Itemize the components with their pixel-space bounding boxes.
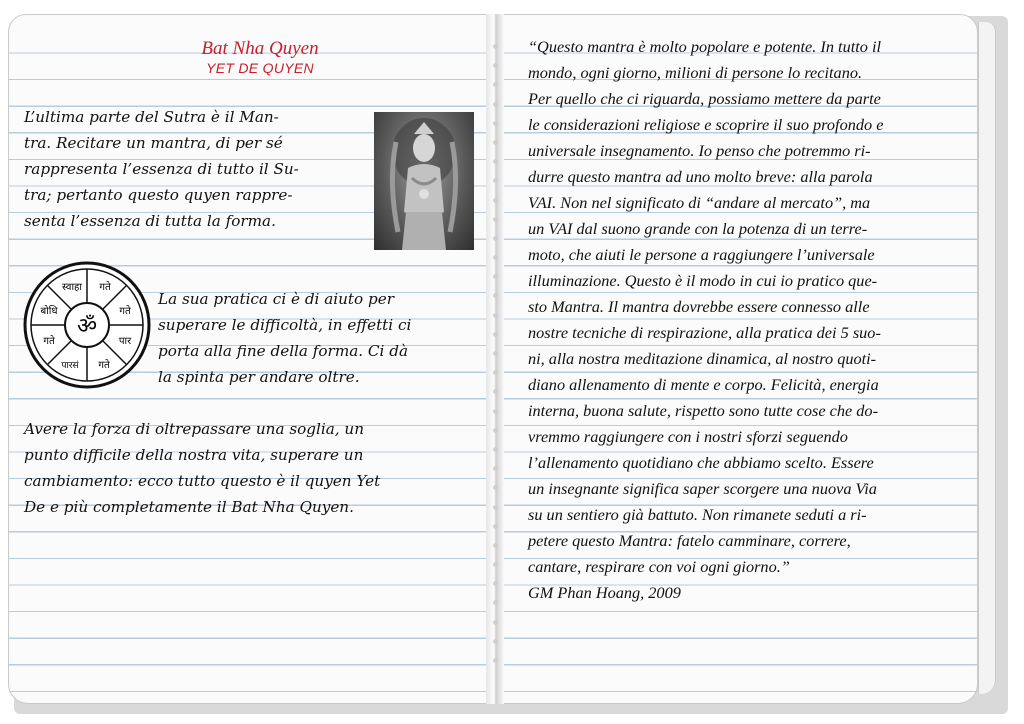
quote-line: petere questo Mantra: fatelo camminare, correre, [528, 531, 851, 550]
mantra-glyph: बोधि [40, 306, 58, 317]
practice-paragraph [158, 286, 478, 390]
statue-figure-icon [374, 112, 474, 250]
quote-signature: GM Phan Hoang, 2009 [528, 583, 681, 602]
mantra-glyph: गते [98, 360, 110, 371]
quote-block [528, 34, 978, 580]
text-line: superare le difficoltà, in effetti ci [158, 316, 412, 334]
quote-line: illuminazione. Questo è il modo in cui io pratico que- [528, 271, 878, 290]
text-line: cambiamento: ecco tutto questo è il quyen Yet [24, 472, 381, 490]
mantra-wheel-image [22, 260, 152, 390]
spiral-holes [487, 44, 503, 677]
quote-line: un VAI dal suono grande con la potenza di un terre- [528, 219, 868, 238]
text-line: La sua pratica ci è di aiuto per [158, 290, 394, 308]
page-subtitle: YET DE QUYEN [206, 60, 314, 76]
quote-line: “Questo mantra è molto popolare e potente. In tutto il [528, 37, 882, 56]
text-line: senta l’essenza di tutta la forma. [24, 212, 276, 230]
intro-paragraph [24, 104, 364, 234]
strength-paragraph [24, 416, 484, 520]
om-symbol: ॐ [76, 314, 98, 339]
text-line: Avere la forza di oltrepassare una soglia, un [24, 420, 364, 438]
quote-line: universale insegnamento. Io penso che potremmo ri- [528, 141, 871, 160]
quote-line: durre questo mantra ad uno molto breve: alla parola [528, 167, 873, 186]
buddha-statue-image [374, 112, 474, 250]
text-line: tra. Recitare un mantra, di per sé [24, 134, 283, 152]
quote-line: Per quello che ci riguarda, possiamo mettere da parte [528, 89, 881, 108]
quote-line: nostre tecniche di respirazione, alla pratica dei 5 suo- [528, 323, 881, 342]
page-title: Bat Nha Quyen [201, 38, 319, 59]
mantra-glyph: गते [119, 306, 131, 317]
quote-line: diano allenamento di mente e corpo. Felicità, energia [528, 375, 879, 394]
quote-line: l’allenamento quotidiano che abbiamo scelto. Essere [528, 453, 874, 472]
text-line: L’ultima parte del Sutra è il Man- [24, 108, 279, 126]
mantra-glyph: पारसं [61, 361, 79, 371]
text-line: porta alla fine della forma. Ci dà [158, 342, 409, 360]
quote-line: cantare, respirare con voi ogni giorno.” [528, 557, 790, 576]
quote-line: interna, buona salute, rispetto sono tutte cose che do- [528, 401, 878, 420]
mantra-glyph: स्वाहा [62, 282, 82, 293]
quote-line: mondo, ogni giorno, milioni di persone lo recitano. [528, 63, 863, 82]
quote-line: moto, che aiuti le persone a raggiungere l’universale [528, 245, 875, 264]
mantra-glyph: पार [118, 336, 132, 347]
mantra-glyph: गते [99, 282, 111, 293]
page-stack-edge [978, 22, 996, 694]
quote-line: ni, alla nostra meditazione dinamica, al nostro quoti- [528, 349, 877, 368]
text-line: punto difficile della nostra vita, superare un [24, 446, 364, 464]
text-line: De e più completamente il Bat Nha Quyen. [24, 498, 354, 516]
quote-line: sto Mantra. Il mantra dovrebbe essere connesso alle [528, 297, 870, 316]
quote-line: le considerazioni religiose e scoprire il suo profondo e [528, 115, 884, 134]
text-line: la spinta per andare oltre. [158, 368, 360, 386]
text-line: rappresenta l’essenza di tutto il Su- [24, 160, 299, 178]
quote-line: vremmo raggiungere con i nostri sforzi seguendo [528, 427, 848, 446]
quote-line: un insegnante significa saper scorgere una nuova Via [528, 479, 877, 498]
mantra-glyph: गते [43, 336, 55, 347]
text-line: tra; pertanto questo quyen rappre- [24, 186, 293, 204]
quote-line: VAI. Non nel significato di “andare al mercato”, ma [528, 193, 871, 212]
quote-line: su un sentiero già battuto. Non rimanete seduti a ri- [528, 505, 867, 524]
